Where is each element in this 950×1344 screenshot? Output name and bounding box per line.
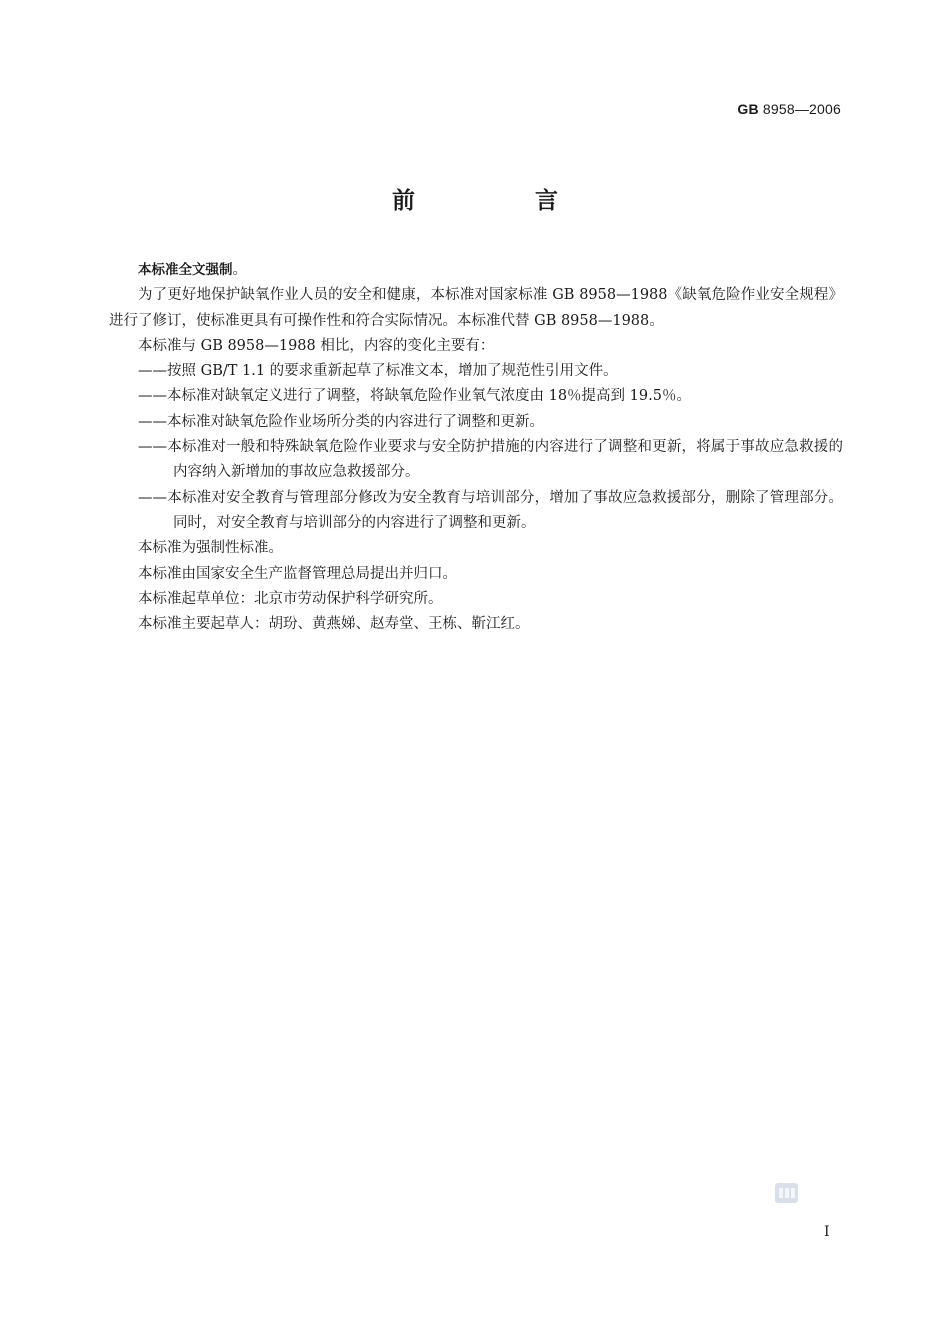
proposer-note: 本标准由国家安全生产监督管理总局提出并归口。	[138, 565, 457, 582]
standard-code-prefix: GB	[737, 101, 759, 117]
revision-paragraph: 为了更好地保护缺氧作业人员的安全和健康，本标准对国家标准 GB 8958—1988《缺氧危险作业安全规程》进行了修订，使标准更具有可操作性和符合实际情况。本标准代替 GB 8958—1988。	[109, 287, 843, 329]
page-title: 前 言	[391, 188, 614, 214]
change-item: ——本标准对安全教育与管理部分修改为安全教育与培训部分，增加了事故应急救援部分，删除了管理部分。同时，对安全教育与培训部分的内容进行了调整和更新。	[138, 489, 843, 531]
change-item: ——本标准对一般和特殊缺氧危险作业要求与安全防护措施的内容进行了调整和更新，将属于事故应急救援的内容纳入新增加的事故应急救援部分。	[138, 439, 843, 481]
change-item: ——按照 GB/T 1.1 的要求重新起草了标准文本，增加了规范性引用文件。	[138, 363, 618, 380]
drafters-note: 本标准主要起草人：胡玢、黄燕娣、赵寿堂、王栋、靳江红。	[138, 616, 530, 633]
change-item: ——本标准对缺氧定义进行了调整，将缺氧危险作业氧气浓度由 18％提高到 19.5％。	[138, 388, 691, 405]
change-item: ——本标准对缺氧危险作业场所分类的内容进行了调整和更新。	[138, 413, 544, 430]
mandatory-statement-period: 。	[232, 262, 247, 278]
drafting-unit-note: 本标准起草单位：北京市劳动保护科学研究所。	[138, 590, 443, 607]
mandatory-statement-text: 本标准全文强制	[138, 262, 233, 278]
mandatory-standard-note: 本标准为强制性标准。	[138, 540, 283, 557]
changes-intro: 本标准与 GB 8958—1988 相比，内容的变化主要有：	[138, 337, 495, 354]
foreword-body	[109, 258, 843, 637]
page-number: I	[824, 1224, 830, 1240]
sac-logo-icon	[773, 1181, 800, 1205]
mandatory-statement	[109, 258, 843, 283]
standard-code	[737, 101, 841, 117]
standard-code-number: 8958—2006	[762, 101, 841, 117]
